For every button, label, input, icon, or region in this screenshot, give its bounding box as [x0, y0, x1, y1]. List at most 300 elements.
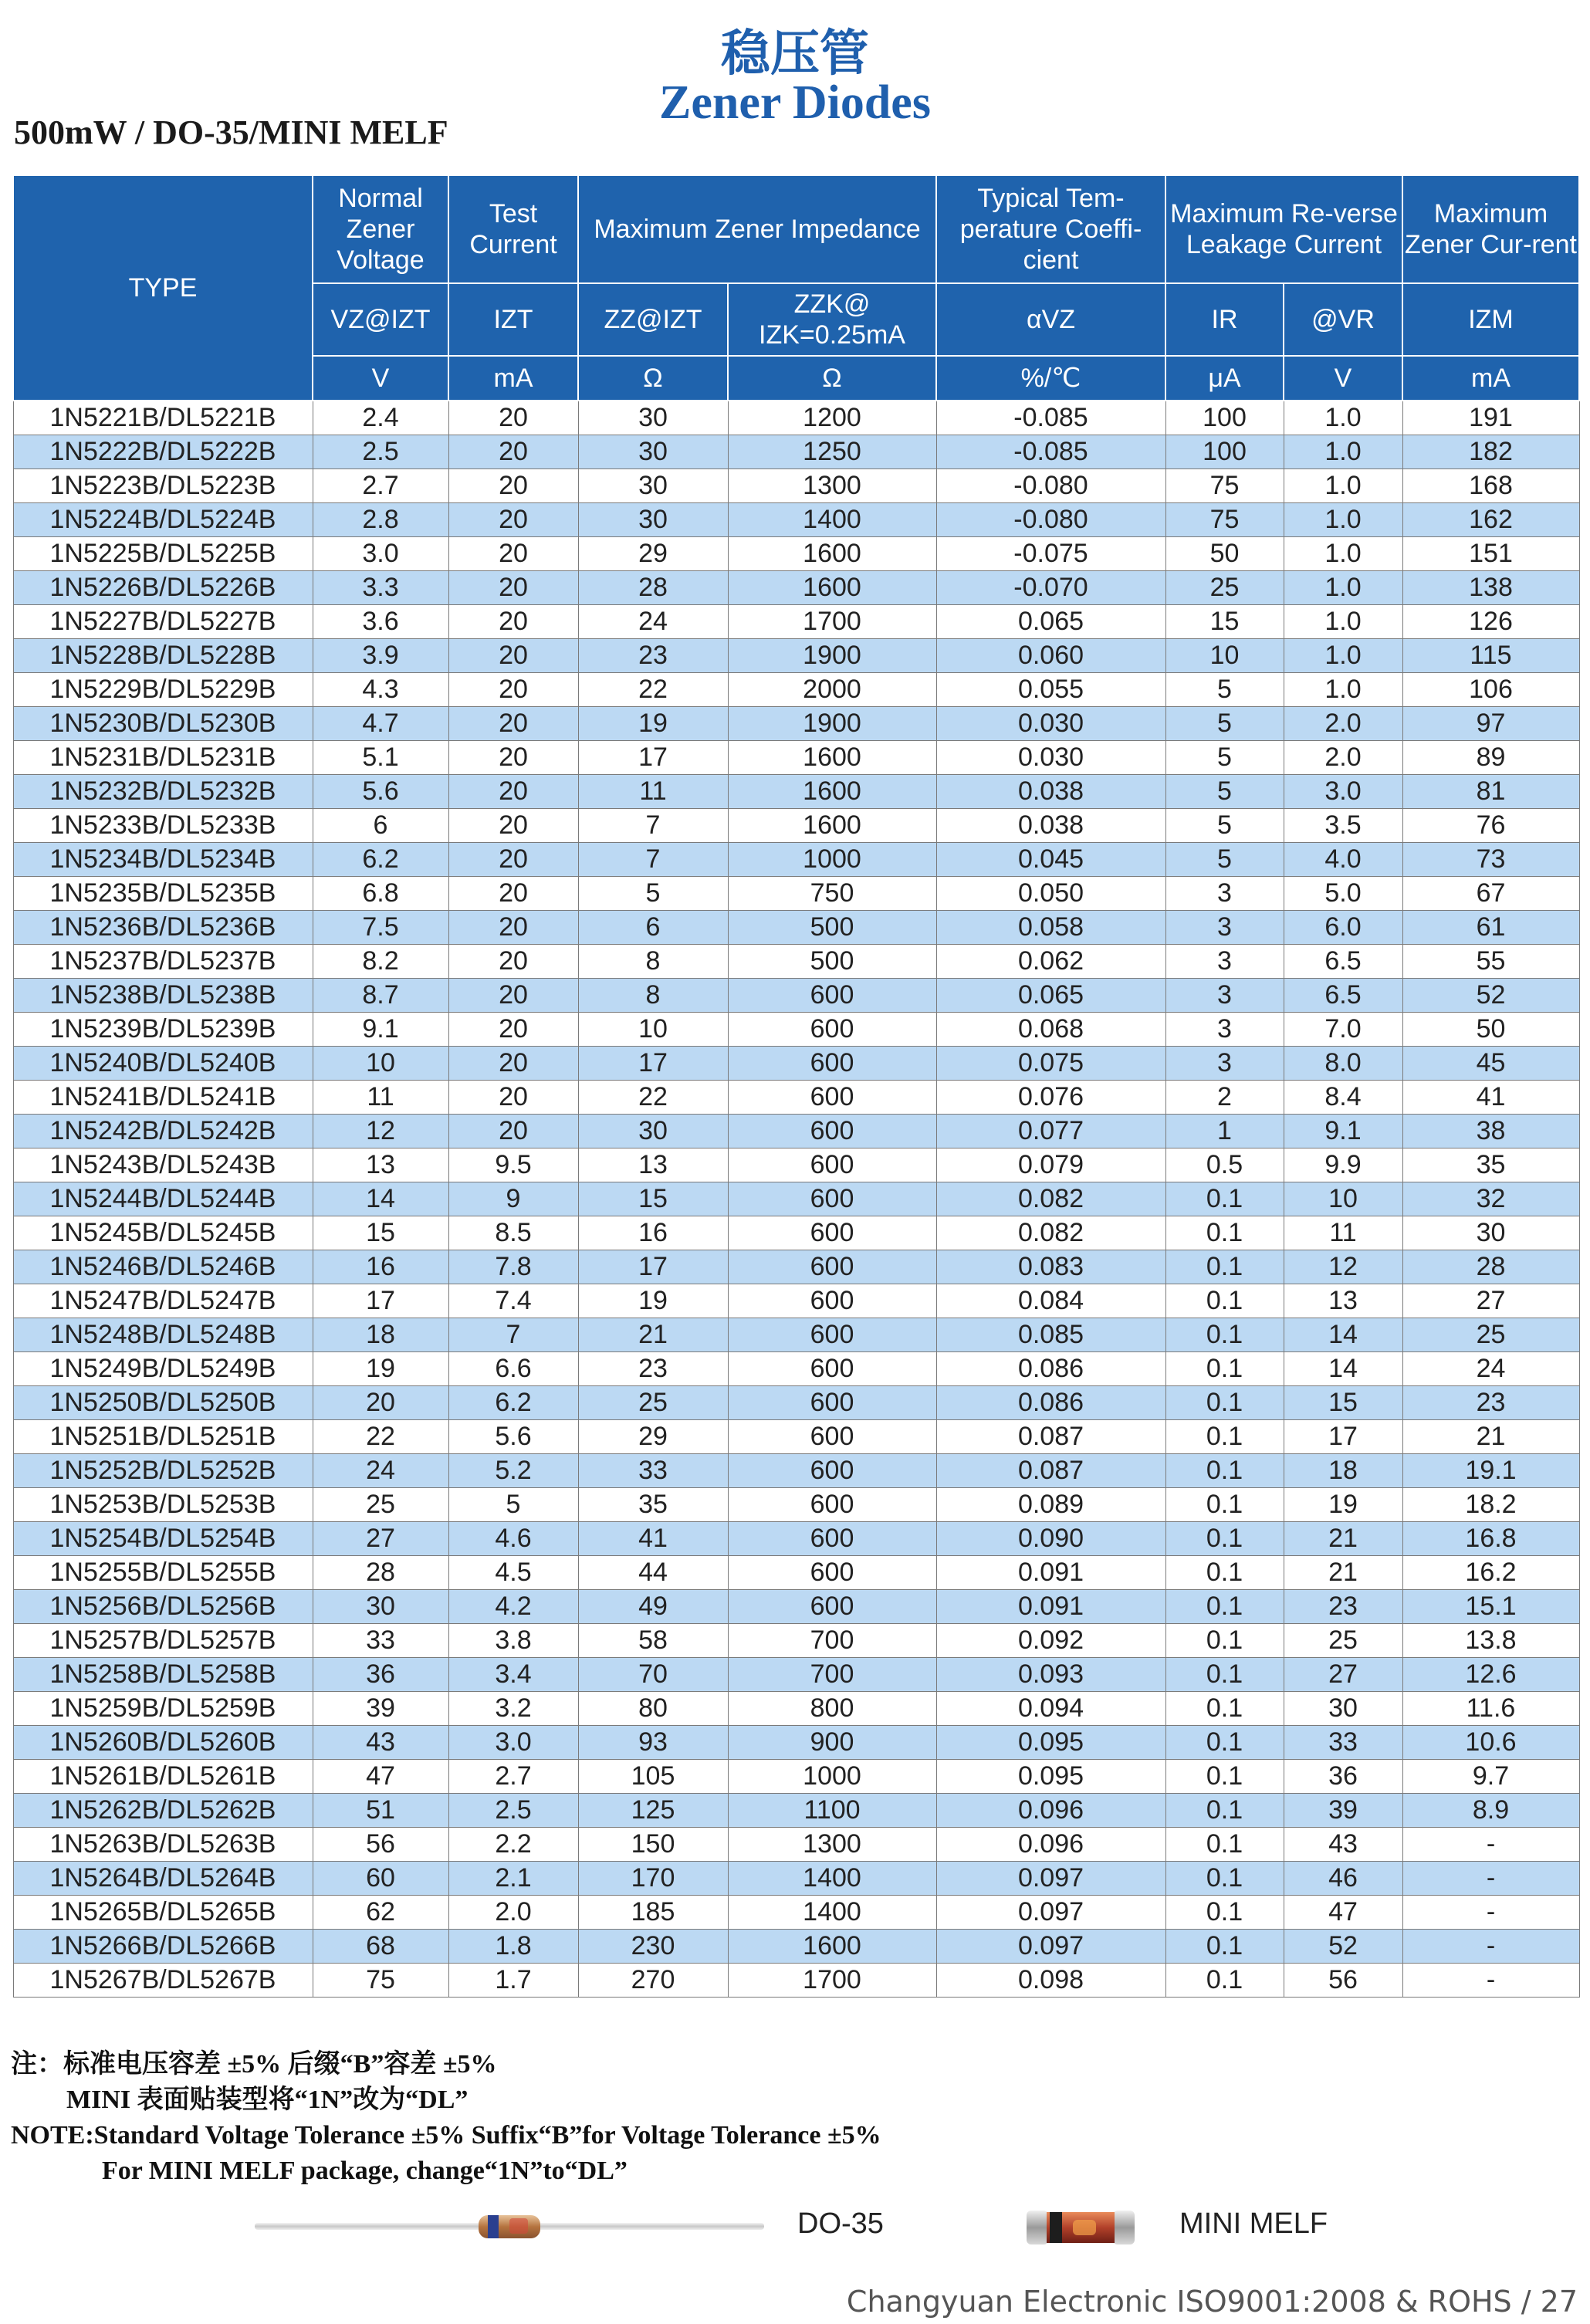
table-cell: 3.4 [448, 1658, 578, 1692]
table-cell: 33 [1284, 1726, 1402, 1760]
table-cell: 47 [1284, 1896, 1402, 1930]
cell-type: 1N5231B/DL5231B [13, 741, 313, 775]
table-cell: 75 [313, 1964, 448, 1998]
table-cell: 0.062 [936, 945, 1165, 979]
table-cell: 5.0 [1284, 877, 1402, 911]
table-cell: 20 [448, 435, 578, 469]
table-cell: 51 [313, 1794, 448, 1828]
table-row [13, 1182, 1579, 1216]
table-cell: 7 [578, 843, 728, 877]
cell-type: 1N5226B/DL5226B [13, 571, 313, 605]
table-cell: 0.089 [936, 1488, 1165, 1522]
table-cell: 10.6 [1402, 1726, 1579, 1760]
table-cell: 100 [1165, 435, 1284, 469]
table-cell: - [1402, 1964, 1579, 1998]
table-cell: 3.0 [448, 1726, 578, 1760]
table-cell: 1900 [728, 707, 936, 741]
table-row [13, 503, 1579, 537]
table-cell: 20 [448, 1047, 578, 1081]
table-cell: 38 [1402, 1115, 1579, 1148]
table-cell: 3.6 [313, 605, 448, 639]
param-izt: IZT [448, 283, 578, 356]
table-cell: 29 [578, 537, 728, 571]
table-cell: 7.0 [1284, 1013, 1402, 1047]
table-cell: 0.1 [1165, 1216, 1284, 1250]
table-cell: 0.086 [936, 1386, 1165, 1420]
table-cell: 10 [313, 1047, 448, 1081]
table-cell: 10 [1284, 1182, 1402, 1216]
table-cell: 600 [728, 1115, 936, 1148]
table-cell: 45 [1402, 1047, 1579, 1081]
table-cell: 600 [728, 1454, 936, 1488]
table-cell: 33 [578, 1454, 728, 1488]
table-row [13, 911, 1579, 945]
table-cell: 600 [728, 1148, 936, 1182]
table-row [13, 1115, 1579, 1148]
table-cell: 8.0 [1284, 1047, 1402, 1081]
header-max-reverse-leakage: Maximum Re-verse Leakage Current [1165, 175, 1402, 283]
table-row [13, 1658, 1579, 1692]
table-cell: 25 [313, 1488, 448, 1522]
table-row [13, 1216, 1579, 1250]
table-cell: 39 [313, 1692, 448, 1726]
cell-type: 1N5237B/DL5237B [13, 945, 313, 979]
table-cell: 1.0 [1284, 605, 1402, 639]
table-row [13, 1522, 1579, 1556]
table-cell: 0.082 [936, 1182, 1165, 1216]
table-cell: 20 [448, 1081, 578, 1115]
table-cell: 2.5 [313, 435, 448, 469]
table-cell: -0.080 [936, 503, 1165, 537]
table-cell: 600 [728, 1590, 936, 1624]
table-row [13, 401, 1579, 435]
table-cell: 600 [728, 1013, 936, 1047]
table-row [13, 1386, 1579, 1420]
table-cell: 0.091 [936, 1556, 1165, 1590]
table-cell: 125 [578, 1794, 728, 1828]
cell-type: 1N5239B/DL5239B [13, 1013, 313, 1047]
table-cell: 52 [1402, 979, 1579, 1013]
table-cell: 14 [1284, 1318, 1402, 1352]
table-cell: 1300 [728, 469, 936, 503]
do35-diode-image [255, 2207, 764, 2246]
table-cell: 19.1 [1402, 1454, 1579, 1488]
table-cell: 3 [1165, 877, 1284, 911]
param-izm: IZM [1402, 283, 1579, 356]
table-cell: 7.8 [448, 1250, 578, 1284]
table-cell: 6.2 [448, 1386, 578, 1420]
table-cell: 1.0 [1284, 435, 1402, 469]
table-cell: 3.2 [448, 1692, 578, 1726]
table-cell: 0.083 [936, 1250, 1165, 1284]
table-cell: 13.8 [1402, 1624, 1579, 1658]
table-body [13, 401, 1579, 1998]
table-cell: 182 [1402, 435, 1579, 469]
table-cell: 47 [313, 1760, 448, 1794]
table-cell: 30 [578, 401, 728, 435]
table-cell: 4.6 [448, 1522, 578, 1556]
table-cell: 43 [1284, 1828, 1402, 1862]
table-row [13, 1250, 1579, 1284]
cell-type: 1N5254B/DL5254B [13, 1522, 313, 1556]
table-cell: 0.097 [936, 1896, 1165, 1930]
table-cell: 8.4 [1284, 1081, 1402, 1115]
table-cell: 1 [1165, 1115, 1284, 1148]
cell-type: 1N5227B/DL5227B [13, 605, 313, 639]
header-max-zener-current: Maximum Zener Cur-rent [1402, 175, 1579, 283]
table-cell: 3 [1165, 1047, 1284, 1081]
product-subtitle: 500mW / DO-35/MINI MELF [14, 113, 448, 151]
table-cell: 20 [313, 1386, 448, 1420]
table-cell: 7.4 [448, 1284, 578, 1318]
table-cell: 28 [578, 571, 728, 605]
table-cell: 0.1 [1165, 1624, 1284, 1658]
table-cell: 1.0 [1284, 503, 1402, 537]
table-cell: 1000 [728, 843, 936, 877]
table-cell: 23 [578, 1352, 728, 1386]
table-cell: 0.060 [936, 639, 1165, 673]
table-cell: 0.038 [936, 775, 1165, 809]
cell-type: 1N5232B/DL5232B [13, 775, 313, 809]
table-cell: 23 [1284, 1590, 1402, 1624]
table-row [13, 843, 1579, 877]
table-row [13, 1896, 1579, 1930]
table-cell: 3 [1165, 979, 1284, 1013]
table-cell: 6 [313, 809, 448, 843]
param-vr: @VR [1284, 283, 1402, 356]
table-cell: 11 [1284, 1216, 1402, 1250]
table-cell: 168 [1402, 469, 1579, 503]
table-cell: 6.6 [448, 1352, 578, 1386]
table-cell: 20 [448, 809, 578, 843]
table-cell: 20 [448, 537, 578, 571]
table-cell: 5 [1165, 809, 1284, 843]
table-cell: 17 [313, 1284, 448, 1318]
table-cell: 93 [578, 1726, 728, 1760]
table-cell: 19 [578, 1284, 728, 1318]
table-row [13, 1556, 1579, 1590]
cell-type: 1N5260B/DL5260B [13, 1726, 313, 1760]
table-cell: 89 [1402, 741, 1579, 775]
table-cell: - [1402, 1930, 1579, 1964]
table-cell: 15 [1165, 605, 1284, 639]
table-cell: 0.094 [936, 1692, 1165, 1726]
table-cell: 3.5 [1284, 809, 1402, 843]
table-cell: 3.0 [1284, 775, 1402, 809]
table-row [13, 1488, 1579, 1522]
table-cell: 20 [448, 775, 578, 809]
table-cell: 0.097 [936, 1862, 1165, 1896]
cell-type: 1N5248B/DL5248B [13, 1318, 313, 1352]
table-cell: 0.090 [936, 1522, 1165, 1556]
table-cell: 80 [578, 1692, 728, 1726]
table-row [13, 1081, 1579, 1115]
table-cell: 13 [313, 1148, 448, 1182]
table-cell: 11 [313, 1081, 448, 1115]
table-cell: 0.087 [936, 1454, 1165, 1488]
table-cell: 21 [1402, 1420, 1579, 1454]
table-cell: 0.030 [936, 741, 1165, 775]
table-cell: 5 [1165, 741, 1284, 775]
table-cell: 16.2 [1402, 1556, 1579, 1590]
table-cell: 67 [1402, 877, 1579, 911]
table-cell: 20 [448, 979, 578, 1013]
table-cell: 7.5 [313, 911, 448, 945]
table-cell: 5.1 [313, 741, 448, 775]
table-cell: 8 [578, 979, 728, 1013]
table-cell: 16 [313, 1250, 448, 1284]
table-row [13, 945, 1579, 979]
table-cell: 70 [578, 1658, 728, 1692]
table-cell: 0.1 [1165, 1522, 1284, 1556]
table-cell: 17 [578, 741, 728, 775]
table-cell: 5.6 [448, 1420, 578, 1454]
table-row [13, 1828, 1579, 1862]
table-cell: 25 [1165, 571, 1284, 605]
table-cell: 30 [313, 1590, 448, 1624]
table-row [13, 1352, 1579, 1386]
table-cell: 20 [448, 1013, 578, 1047]
table-cell: 8.9 [1402, 1794, 1579, 1828]
table-cell: 30 [578, 435, 728, 469]
table-cell: 13 [1284, 1284, 1402, 1318]
table-cell: 2.8 [313, 503, 448, 537]
table-cell: 3 [1165, 945, 1284, 979]
table-cell: 0.1 [1165, 1318, 1284, 1352]
table-cell: 0.058 [936, 911, 1165, 945]
table-cell: 8 [578, 945, 728, 979]
cell-type: 1N5241B/DL5241B [13, 1081, 313, 1115]
table-cell: 30 [1284, 1692, 1402, 1726]
header-type: TYPE [13, 175, 313, 401]
table-cell: - [1402, 1862, 1579, 1896]
table-cell: 5 [1165, 775, 1284, 809]
table-row [13, 537, 1579, 571]
table-cell: 58 [578, 1624, 728, 1658]
table-cell: 5 [578, 877, 728, 911]
table-cell: 20 [448, 1115, 578, 1148]
table-cell: 1250 [728, 435, 936, 469]
table-cell: 900 [728, 1726, 936, 1760]
table-cell: 41 [578, 1522, 728, 1556]
cell-type: 1N5256B/DL5256B [13, 1590, 313, 1624]
cell-type: 1N5258B/DL5258B [13, 1658, 313, 1692]
table-cell: 6.5 [1284, 945, 1402, 979]
table-cell: 115 [1402, 639, 1579, 673]
table-cell: 600 [728, 1250, 936, 1284]
cell-type: 1N5244B/DL5244B [13, 1182, 313, 1216]
table-cell: 270 [578, 1964, 728, 1998]
table-cell: 21 [1284, 1522, 1402, 1556]
table-cell: 1000 [728, 1760, 936, 1794]
cell-type: 1N5236B/DL5236B [13, 911, 313, 945]
table-cell: 191 [1402, 401, 1579, 435]
table-cell: 20 [448, 503, 578, 537]
table-cell: 46 [1284, 1862, 1402, 1896]
table-cell: 75 [1165, 469, 1284, 503]
table-row [13, 1692, 1579, 1726]
table-cell: 27 [1402, 1284, 1579, 1318]
unit-izm: mA [1402, 356, 1579, 401]
table-cell: 600 [728, 1081, 936, 1115]
table-cell: 15.1 [1402, 1590, 1579, 1624]
table-cell: 162 [1402, 503, 1579, 537]
table-row [13, 1726, 1579, 1760]
header-max-zener-impedance: Maximum Zener Impedance [578, 175, 936, 283]
table-cell: 56 [313, 1828, 448, 1862]
table-cell: 0.1 [1165, 1862, 1284, 1896]
table-cell: 21 [1284, 1556, 1402, 1590]
cell-type: 1N5221B/DL5221B [13, 401, 313, 435]
note-cn-line-2: MINI 表面贴装型将“1N”改为“DL” [66, 2086, 469, 2114]
table-cell: 4.0 [1284, 843, 1402, 877]
table-cell: 1.0 [1284, 571, 1402, 605]
table-cell: 20 [448, 707, 578, 741]
cell-type: 1N5264B/DL5264B [13, 1862, 313, 1896]
table-cell: 12.6 [1402, 1658, 1579, 1692]
table-cell: 20 [448, 639, 578, 673]
table-cell: 0.030 [936, 707, 1165, 741]
table-row [13, 673, 1579, 707]
table-cell: 2.2 [448, 1828, 578, 1862]
table-row [13, 1420, 1579, 1454]
table-cell: 1600 [728, 775, 936, 809]
table-cell: 2.5 [448, 1794, 578, 1828]
cell-type: 1N5228B/DL5228B [13, 639, 313, 673]
table-cell: 1.8 [448, 1930, 578, 1964]
table-cell: 170 [578, 1862, 728, 1896]
table-cell: 0.1 [1165, 1182, 1284, 1216]
table-row [13, 775, 1579, 809]
table-cell: 22 [578, 673, 728, 707]
header-typical-temp-coeff: Typical Tem-perature Coeffi-cient [936, 175, 1165, 283]
table-cell: 75 [1165, 503, 1284, 537]
cell-type: 1N5255B/DL5255B [13, 1556, 313, 1590]
table-row [13, 435, 1579, 469]
param-vz-izt: VZ@IZT [313, 283, 448, 356]
table-cell: -0.085 [936, 435, 1165, 469]
table-cell: 0.096 [936, 1794, 1165, 1828]
table-row [13, 1454, 1579, 1488]
table-cell: 2.4 [313, 401, 448, 435]
cell-type: 1N5250B/DL5250B [13, 1386, 313, 1420]
table-cell: 9.9 [1284, 1148, 1402, 1182]
table-cell: 43 [313, 1726, 448, 1760]
table-cell: 28 [313, 1556, 448, 1590]
table-cell: 5 [1165, 707, 1284, 741]
cell-type: 1N5225B/DL5225B [13, 537, 313, 571]
header-test-current: Test Current [448, 175, 578, 283]
table-cell: 500 [728, 911, 936, 945]
table-cell: 106 [1402, 673, 1579, 707]
table-cell: 2.1 [448, 1862, 578, 1896]
cell-type: 1N5224B/DL5224B [13, 503, 313, 537]
table-cell: 0.076 [936, 1081, 1165, 1115]
table-cell: 12 [313, 1115, 448, 1148]
table-row [13, 605, 1579, 639]
mini-melf-label: MINI MELF [1179, 2207, 1328, 2240]
table-row [13, 1590, 1579, 1624]
table-cell: 52 [1284, 1930, 1402, 1964]
table-cell: 6.2 [313, 843, 448, 877]
table-cell: 4.3 [313, 673, 448, 707]
cell-type: 1N5263B/DL5263B [13, 1828, 313, 1862]
table-cell: 22 [313, 1420, 448, 1454]
table-row [13, 571, 1579, 605]
table-cell: 0.065 [936, 605, 1165, 639]
table-cell: 23 [578, 639, 728, 673]
table-cell: 0.1 [1165, 1556, 1284, 1590]
unit-izt: mA [448, 356, 578, 401]
table-cell: 1100 [728, 1794, 936, 1828]
table-cell: 76 [1402, 809, 1579, 843]
table-cell: 2.7 [313, 469, 448, 503]
table-cell: 1900 [728, 639, 936, 673]
table-cell: 3.8 [448, 1624, 578, 1658]
table-cell: 0.1 [1165, 1760, 1284, 1794]
table-cell: 0.045 [936, 843, 1165, 877]
cell-type: 1N5235B/DL5235B [13, 877, 313, 911]
page-title: Zener Diodes [659, 76, 931, 129]
table-cell: 18 [1284, 1454, 1402, 1488]
table-cell: 1600 [728, 571, 936, 605]
cell-type: 1N5234B/DL5234B [13, 843, 313, 877]
table-cell: 20 [448, 401, 578, 435]
table-cell: 30 [578, 503, 728, 537]
table-cell: 41 [1402, 1081, 1579, 1115]
table-cell: 9.1 [313, 1013, 448, 1047]
table-cell: 100 [1165, 401, 1284, 435]
table-cell: 600 [728, 1047, 936, 1081]
table-cell: 0.097 [936, 1930, 1165, 1964]
table-cell: 105 [578, 1760, 728, 1794]
table-cell: 2.0 [448, 1896, 578, 1930]
cell-type: 1N5222B/DL5222B [13, 435, 313, 469]
cell-type: 1N5265B/DL5265B [13, 1896, 313, 1930]
table-cell: 0.1 [1165, 1726, 1284, 1760]
param-zz-izt: ZZ@IZT [578, 283, 728, 356]
table-cell: - [1402, 1896, 1579, 1930]
do35-label: DO-35 [797, 2207, 884, 2240]
table-cell: 6.5 [1284, 979, 1402, 1013]
table-cell: 2 [1165, 1081, 1284, 1115]
table-cell: 0.1 [1165, 1386, 1284, 1420]
table-cell: 3 [1165, 911, 1284, 945]
table-cell: 15 [578, 1182, 728, 1216]
table-cell: 60 [313, 1862, 448, 1896]
table-cell: 0.1 [1165, 1590, 1284, 1624]
table-cell: 20 [448, 741, 578, 775]
table-cell: 25 [578, 1386, 728, 1420]
table-cell: 14 [313, 1182, 448, 1216]
cell-type: 1N5251B/DL5251B [13, 1420, 313, 1454]
table-cell: 1.7 [448, 1964, 578, 1998]
table-cell: 81 [1402, 775, 1579, 809]
table-cell: 700 [728, 1658, 936, 1692]
table-cell: 15 [1284, 1386, 1402, 1420]
table-cell: 7 [578, 809, 728, 843]
table-cell: 8.2 [313, 945, 448, 979]
table-cell: 16 [578, 1216, 728, 1250]
table-cell: 30 [1402, 1216, 1579, 1250]
unit-vr: V [1284, 356, 1402, 401]
unit-vz: V [313, 356, 448, 401]
table-cell: 50 [1165, 537, 1284, 571]
table-cell: 0.077 [936, 1115, 1165, 1148]
table-cell: 9.5 [448, 1148, 578, 1182]
table-cell: 500 [728, 945, 936, 979]
table-cell: 33 [313, 1624, 448, 1658]
